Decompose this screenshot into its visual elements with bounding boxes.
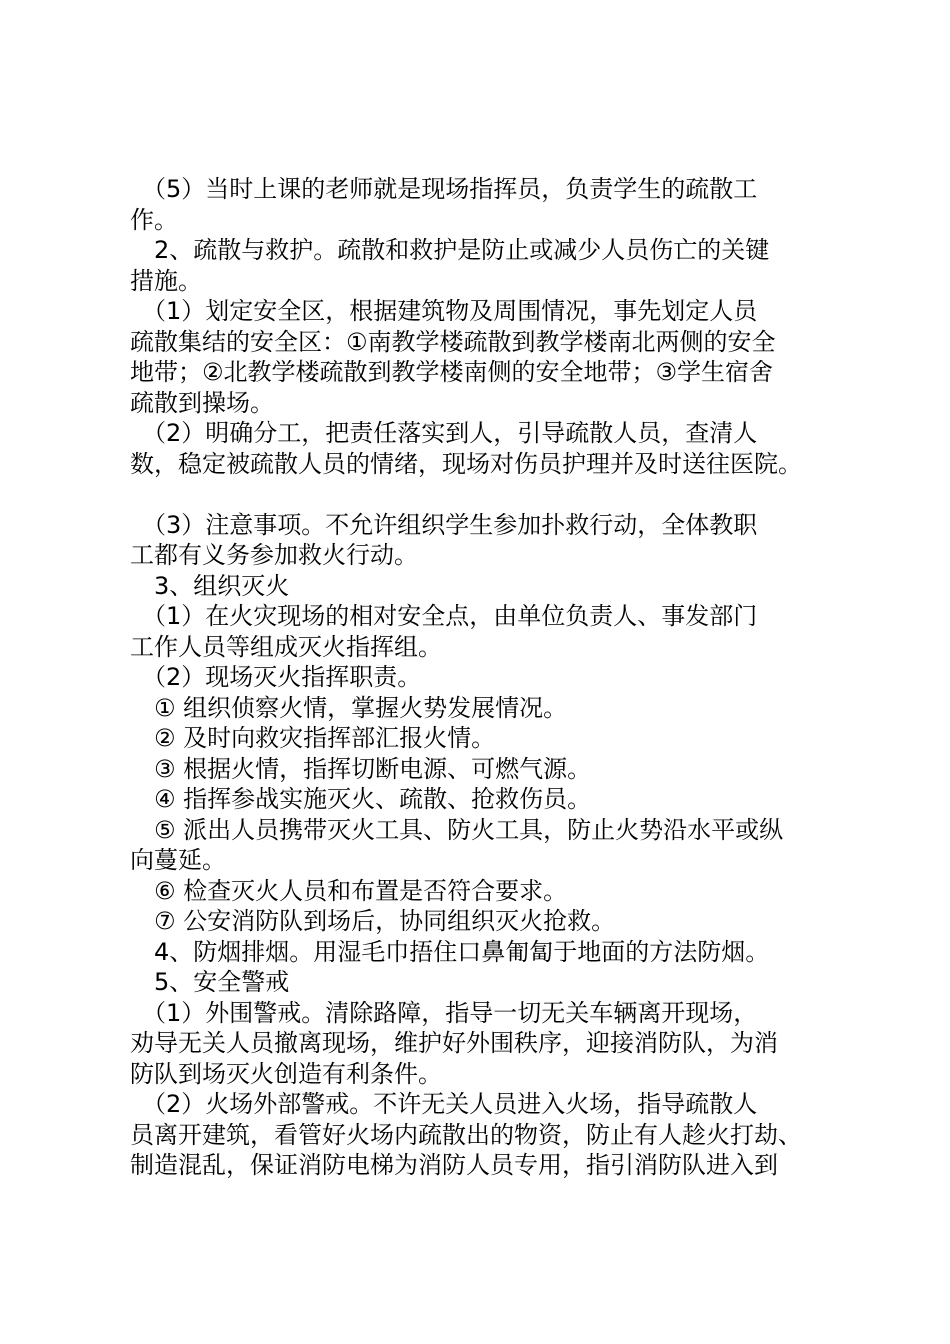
text-line: ③ 根据火情，指挥切断电源、可燃气源。: [130, 754, 592, 783]
text-line: ⑤ 派出人员携带灭火工具、防火工具，防止火势沿水平或纵: [130, 815, 784, 844]
text-line: ② 及时向救灾指挥部汇报火情。: [130, 724, 496, 752]
text-line: ⑦ 公安消防队到场后，协同组织灭火抢救。: [130, 907, 616, 935]
text-line: （2）现场灭火指挥职责。: [130, 663, 422, 691]
text-line: （2）火场外部警戒。不许无关人员进入火场，指导疏散人: [130, 1090, 758, 1118]
text-line: 制造混乱，保证消防电梯为消防人员专用，指引消防队进入到: [130, 1151, 778, 1179]
text-line: 劝导无关人员撤离现场，维护好外围秩序，迎接消防队，为消: [130, 1029, 778, 1057]
text-line: （3）注意事项。不允许组织学生参加扑救行动，全体教职: [130, 510, 758, 539]
text-line: （2）明确分工，把责任落实到人，引导疏散人员，查清人: [130, 419, 758, 447]
text-line: 工都有义务参加救火行动。: [130, 541, 418, 569]
text-line: （1）在火灾现场的相对安全点，由单位负责人、事发部门: [130, 602, 758, 630]
text-line: 3、组织灭火: [130, 571, 290, 600]
text-line: （1）划定安全区，根据建筑物及周围情况，事先划定人员: [130, 297, 758, 325]
text-line: （1）外围警戒。清除路障，指导一切无关车辆离开现场，: [130, 998, 758, 1027]
text-line: 疏散到操场。: [130, 388, 274, 417]
text-line: [130, 479, 830, 510]
text-line: ① 组织侦察火情，掌握火势发展情况。: [130, 693, 568, 722]
text-line: 5、安全警戒: [130, 968, 290, 996]
text-line: 数，稳定被疏散人员的情绪，现场对伤员护理并及时送往医院。: [130, 449, 802, 478]
text-line: 疏散集结的安全区：①南教学楼疏散到教学楼南北两侧的安全: [130, 327, 776, 356]
text-line: 措施。: [130, 266, 202, 295]
text-line: ⑥ 检查灭火人员和布置是否符合要求。: [130, 876, 568, 905]
text-line: 防队到场灭火创造有利条件。: [130, 1059, 442, 1088]
text-line: 地带；②北教学楼疏散到教学楼南侧的安全地带；③学生宿舍: [130, 358, 774, 386]
text-line: 员离开建筑，看管好火场内疏散出的物资，防止有人趁火打劫、: [130, 1120, 802, 1149]
document-body: [130, 174, 830, 1181]
text-line: 工作人员等组成灭火指挥组。: [130, 632, 442, 661]
text-line: 2、疏散与救护。疏散和救护是防止或减少人员伤亡的关键: [130, 236, 770, 264]
text-line: 作。: [130, 205, 178, 234]
text-line: 向蔓延。: [130, 846, 226, 874]
text-line: ④ 指挥参战实施灭火、疏散、抢救伤员。: [130, 785, 592, 813]
text-line: （5）当时上课的老师就是现场指挥员，负责学生的疏散工: [130, 175, 758, 203]
text-line: 4、防烟排烟。用湿毛巾捂住口鼻匍匐于地面的方法防烟。: [130, 937, 770, 966]
